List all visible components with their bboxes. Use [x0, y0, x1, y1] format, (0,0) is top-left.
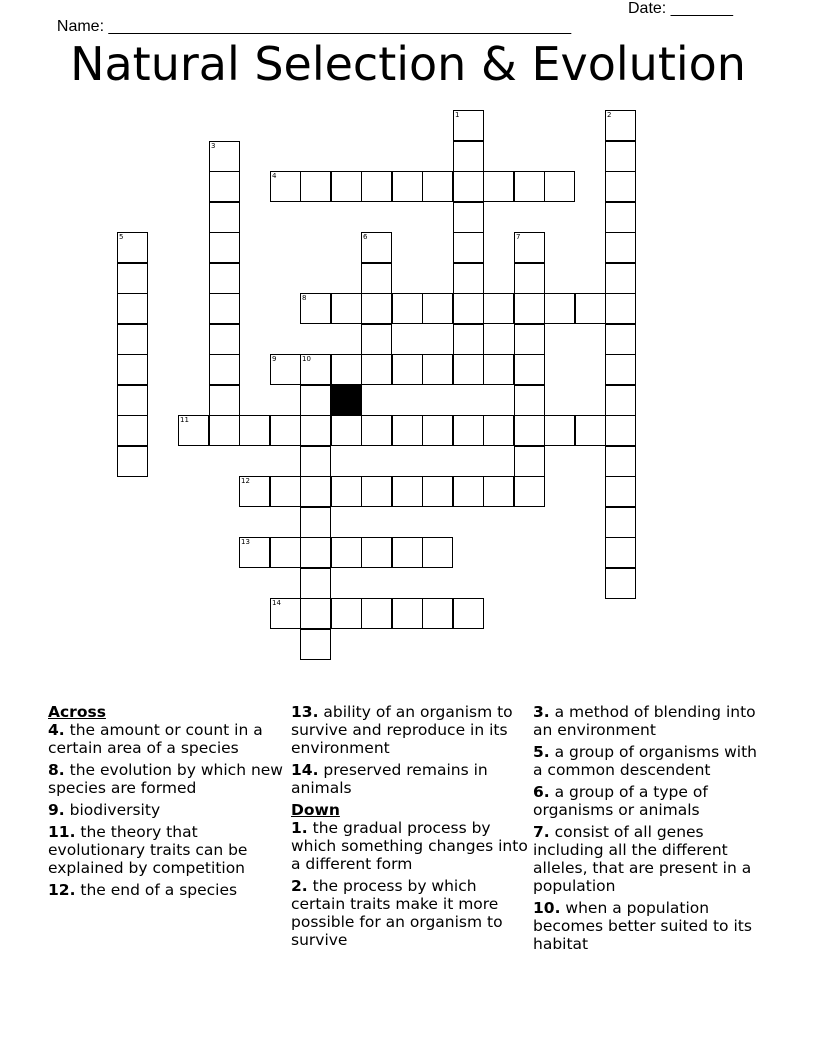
grid-cell[interactable]: [514, 354, 545, 385]
grid-cell[interactable]: [117, 293, 148, 324]
grid-cell[interactable]: [300, 171, 331, 202]
grid-cell[interactable]: [117, 232, 148, 263]
puzzle-title: Natural Selection & Evolution: [70, 37, 746, 91]
grid-cell[interactable]: [483, 354, 514, 385]
grid-cell[interactable]: [331, 293, 362, 324]
grid-cell[interactable]: [209, 415, 240, 446]
grid-cell[interactable]: [544, 415, 575, 446]
grid-cell[interactable]: [209, 385, 240, 416]
grid-cell[interactable]: [331, 171, 362, 202]
grid-cell[interactable]: [270, 354, 301, 385]
grid-cell[interactable]: [117, 385, 148, 416]
grid-cell[interactable]: [361, 537, 392, 568]
grid-cell[interactable]: [453, 263, 484, 294]
grid-cell[interactable]: [270, 171, 301, 202]
grid-cell[interactable]: [453, 415, 484, 446]
grid-cell[interactable]: [300, 293, 331, 324]
clue-number: 14: [272, 599, 281, 607]
clue-number: 12: [241, 477, 250, 485]
grid-cell[interactable]: [300, 629, 331, 660]
grid-cell[interactable]: [453, 293, 484, 324]
grid-cell[interactable]: [300, 507, 331, 538]
clue-number: 11: [180, 416, 189, 424]
grid-cell[interactable]: [392, 171, 423, 202]
grid-cell[interactable]: [453, 141, 484, 172]
clue-number: 8: [302, 294, 307, 302]
grid-cell[interactable]: [605, 446, 636, 477]
clue-number: 3: [211, 142, 216, 150]
grid-cell[interactable]: [483, 476, 514, 507]
clue-number: 6: [363, 233, 368, 241]
grid-cell[interactable]: [392, 537, 423, 568]
grid-cell[interactable]: [209, 324, 240, 355]
grid-cell[interactable]: [300, 354, 331, 385]
grid-cell[interactable]: [575, 415, 606, 446]
grid-cell[interactable]: [483, 171, 514, 202]
clue-number: 10: [302, 355, 311, 363]
grid-cell[interactable]: [117, 415, 148, 446]
clue-down-10: 10. when a population becomes better suited to its habitat: [533, 899, 752, 953]
grid-cell[interactable]: [514, 293, 545, 324]
grid-cell[interactable]: [514, 476, 545, 507]
clue-number: 4: [272, 172, 277, 180]
grid-cell[interactable]: [605, 476, 636, 507]
clue-across-11: 11. the theory that evolutionary traits can be explained by competition: [48, 823, 248, 877]
grid-cell[interactable]: [605, 385, 636, 416]
grid-cell[interactable]: [209, 293, 240, 324]
grid-cell[interactable]: [453, 232, 484, 263]
grid-cell[interactable]: [361, 476, 392, 507]
grid-cell[interactable]: [605, 354, 636, 385]
clue-number: 5: [119, 233, 124, 241]
clue-number: 1: [455, 111, 460, 119]
grid-cell[interactable]: [270, 476, 301, 507]
grid-cell[interactable]: [117, 324, 148, 355]
clue-column-3: [533, 703, 771, 957]
grid-cell[interactable]: [453, 202, 484, 233]
grid-cell[interactable]: [453, 110, 484, 141]
grid-cell[interactable]: [453, 324, 484, 355]
grid-cell[interactable]: [544, 293, 575, 324]
grid-cell[interactable]: [209, 171, 240, 202]
grid-cell[interactable]: [331, 415, 362, 446]
grid-cell[interactable]: [361, 171, 392, 202]
grid-cell[interactable]: [361, 263, 392, 294]
grid-cell[interactable]: [300, 415, 331, 446]
clue-across-12: 12. the end of a species: [48, 881, 238, 899]
clue-down-1: 1. the gradual process by which something changes into a different form: [291, 819, 528, 873]
grid-cell[interactable]: [453, 476, 484, 507]
grid-cell[interactable]: [331, 537, 362, 568]
grid-cell[interactable]: [514, 385, 545, 416]
clue-down-7: 7. consist of all genes including all the different alleles, that are present in a population: [533, 823, 752, 895]
grid-cell[interactable]: [392, 415, 423, 446]
grid-cell[interactable]: [605, 415, 636, 446]
grid-cell[interactable]: [361, 415, 392, 446]
grid-cell[interactable]: [605, 171, 636, 202]
clue-down-5: 5. a group of organisms with a common descendent: [533, 743, 757, 779]
grid-cell[interactable]: [605, 324, 636, 355]
grid-cell[interactable]: [483, 293, 514, 324]
grid-cell[interactable]: [453, 354, 484, 385]
blocked-cell: [331, 385, 362, 416]
grid-cell[interactable]: [514, 232, 545, 263]
grid-cell[interactable]: [422, 171, 453, 202]
grid-cell[interactable]: [270, 415, 301, 446]
grid-cell[interactable]: [605, 537, 636, 568]
grid-cell[interactable]: [605, 507, 636, 538]
grid-cell[interactable]: [422, 537, 453, 568]
grid-cell[interactable]: [300, 568, 331, 599]
clue-across-14: 14. preserved remains in animals: [291, 761, 488, 797]
grid-cell[interactable]: [605, 263, 636, 294]
grid-cell[interactable]: [209, 263, 240, 294]
clue-across-9: 9. biodiversity: [48, 801, 161, 819]
grid-cell[interactable]: [544, 171, 575, 202]
name-field-label: Name: ____________________________________________________: [56, 18, 572, 35]
grid-cell[interactable]: [117, 354, 148, 385]
grid-cell[interactable]: [270, 537, 301, 568]
clue-down-2: 2. the process by which certain traits make it more possible for an organism to survive: [291, 877, 503, 949]
grid-cell[interactable]: [361, 324, 392, 355]
grid-cell[interactable]: [605, 568, 636, 599]
grid-cell[interactable]: [331, 476, 362, 507]
grid-cell[interactable]: [300, 598, 331, 629]
grid-cell[interactable]: [605, 110, 636, 141]
across-heading: Across: [48, 703, 106, 721]
grid-cell[interactable]: [117, 446, 148, 477]
grid-cell[interactable]: [422, 354, 453, 385]
grid-cell[interactable]: [422, 598, 453, 629]
clue-across-13: 13. ability of an organism to survive and reproduce in its environment: [291, 703, 513, 757]
grid-cell[interactable]: [300, 446, 331, 477]
clue-down-6: 6. a group of a type of organisms or animals: [533, 783, 708, 819]
grid-cell[interactable]: [453, 171, 484, 202]
grid-cell[interactable]: [239, 415, 270, 446]
grid-cell[interactable]: [514, 263, 545, 294]
grid-cell[interactable]: [514, 446, 545, 477]
grid-cell[interactable]: [117, 263, 148, 294]
clue-across-4: 4. the amount or count in a certain area of a species: [48, 721, 263, 757]
grid-cell[interactable]: [605, 202, 636, 233]
grid-cell[interactable]: [514, 415, 545, 446]
clue-down-3: 3. a method of blending into an environment: [533, 703, 756, 739]
clue-number: 2: [607, 111, 612, 119]
grid-cell[interactable]: [300, 385, 331, 416]
grid-cell[interactable]: [361, 232, 392, 263]
grid-cell[interactable]: [209, 202, 240, 233]
grid-cell[interactable]: [605, 293, 636, 324]
clue-across-8: 8. the evolution by which new species are formed: [48, 761, 283, 797]
grid-cell[interactable]: [331, 354, 362, 385]
grid-cell[interactable]: [453, 598, 484, 629]
date-field-label: Date: _______: [628, 0, 733, 17]
grid-cell[interactable]: [361, 598, 392, 629]
grid-cell[interactable]: [392, 293, 423, 324]
clue-column-2: [291, 703, 529, 953]
grid-cell[interactable]: [422, 415, 453, 446]
grid-cell[interactable]: [270, 598, 301, 629]
clue-number: 13: [241, 538, 250, 546]
grid-cell[interactable]: [209, 232, 240, 263]
grid-cell[interactable]: [178, 415, 209, 446]
grid-cell[interactable]: [392, 598, 423, 629]
grid-cell[interactable]: [300, 476, 331, 507]
clue-number: 9: [272, 355, 277, 363]
grid-cell[interactable]: [209, 354, 240, 385]
grid-cell[interactable]: [361, 354, 392, 385]
clue-number: 7: [516, 233, 521, 241]
grid-cell[interactable]: [239, 537, 270, 568]
grid-cell[interactable]: [300, 537, 331, 568]
grid-cell[interactable]: [605, 141, 636, 172]
grid-cell[interactable]: [239, 476, 270, 507]
grid-cell[interactable]: [422, 476, 453, 507]
grid-cell[interactable]: [361, 293, 392, 324]
clue-column-1: [48, 703, 286, 903]
grid-cell[interactable]: [392, 354, 423, 385]
down-heading: Down: [291, 801, 340, 819]
grid-cell[interactable]: [605, 232, 636, 263]
grid-cell[interactable]: [422, 293, 453, 324]
grid-cell[interactable]: [514, 171, 545, 202]
grid-cell[interactable]: [331, 598, 362, 629]
grid-cell[interactable]: [514, 324, 545, 355]
grid-cell[interactable]: [392, 476, 423, 507]
grid-cell[interactable]: [483, 415, 514, 446]
grid-cell[interactable]: [575, 293, 606, 324]
grid-cell[interactable]: [209, 141, 240, 172]
